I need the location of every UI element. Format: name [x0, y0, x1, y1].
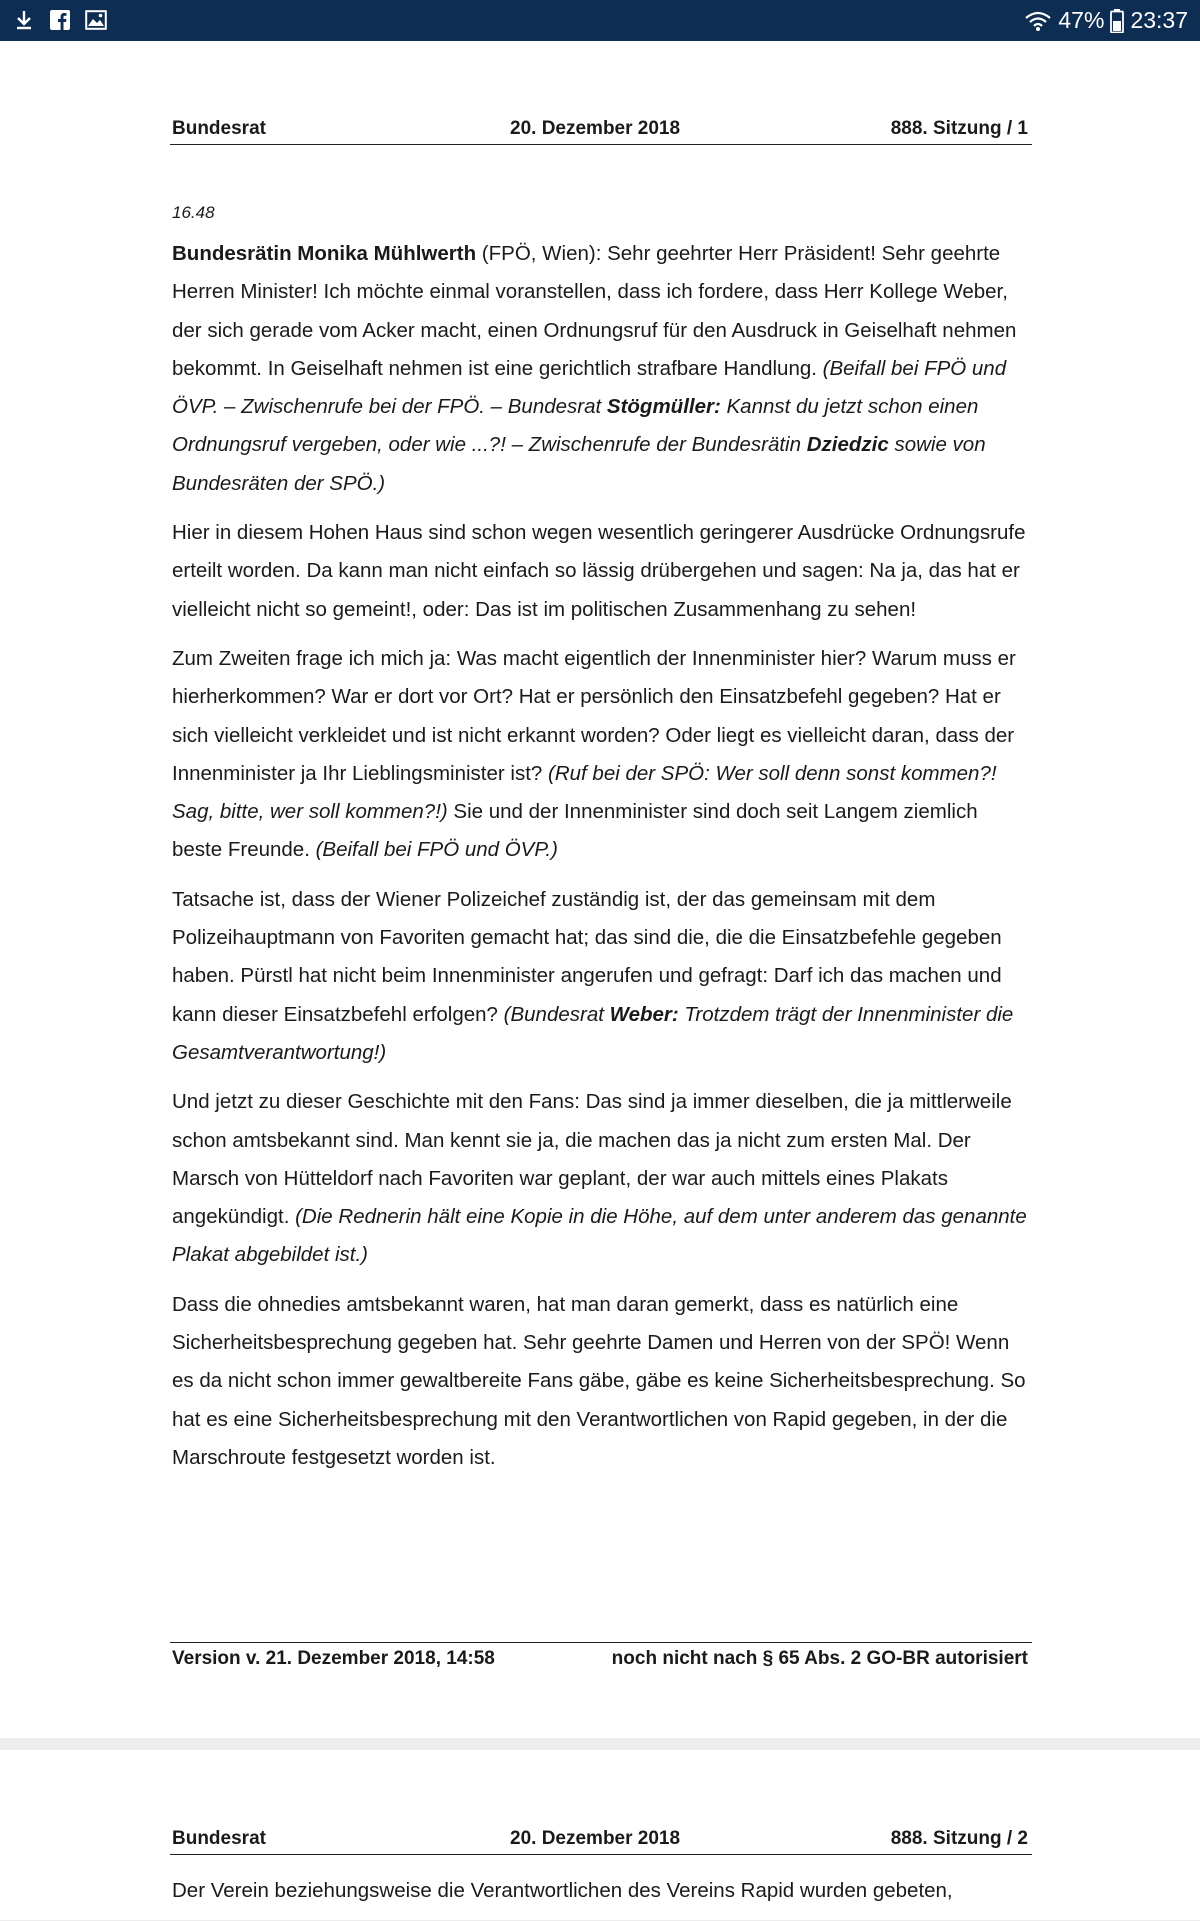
page-header [170, 1816, 1032, 1855]
paragraph-3 [172, 640, 1032, 870]
page-body [172, 1872, 1032, 1921]
interjection-text: Trotzdem trägt der Innenminister die Gesamtverantwortung!) [172, 1002, 1014, 1064]
image-icon [84, 8, 108, 32]
clock: 23:37 [1130, 7, 1188, 33]
interjection-text: (Bundesrat [503, 1002, 610, 1026]
interjection-speaker: Stögmüller: [606, 395, 721, 419]
battery-icon [1110, 9, 1124, 33]
wifi-icon [1024, 9, 1052, 33]
page-header [170, 106, 1032, 145]
interjection: (Ruf bei der SPÖ: Wer soll denn sonst kommen?! Sag, bitte, wer soll kommen?!) [172, 761, 997, 824]
page-footer [170, 1642, 1032, 1673]
interjection: (Beifall bei FPÖ und ÖVP.) [315, 838, 558, 862]
interjection-text: Kannst du jetzt schon einen Ordnungsruf vergeben, oder wie ...?! – Zwischenrufe der Bundesrätin [172, 395, 979, 457]
interjection-text: sowie von Bundesräten der SPÖ.) [172, 433, 986, 495]
footer-authorization: noch nicht nach § 65 Abs. 2 GO-BR autorisiert [611, 1648, 1028, 1669]
header-session: 888. Sitzung / 1 [890, 118, 1028, 139]
header-session: 888. Sitzung / 2 [890, 1828, 1028, 1849]
document-page-2 [0, 1750, 1200, 1920]
speech-text: Tatsache ist, dass der Wiener Polizeichef zuständig ist, der das gemeinsam mit dem Polizeihauptmann von Favoriten gemacht hat; das sind die, die die Einsatzbefehle gegeben haben. Pürstl hat nicht beim Innenminister angerufen und gefragt: Darf ich das machen und kann dieser Einsatzbefehl erfolgen? [172, 887, 1002, 1026]
header-date: 20. Dezember 2018 [510, 1828, 681, 1849]
download-icon [12, 8, 36, 32]
system-indicators [1024, 7, 1188, 34]
paragraph-4 [172, 881, 1032, 1072]
paragraph-1 [172, 235, 1032, 503]
speech-text: Und jetzt zu dieser Geschichte mit den Fans: Das sind ja immer dieselben, die ja mittlerweile schon amtsbekannt sind. Man kennt sie ja, die machen das ja nicht zum ersten Mal. Der Marsch von Hütteldorf nach Favoriten war geplant, der war auch mittels eines Plakats angekündigt. [172, 1090, 1012, 1229]
header-institution: Bundesrat [172, 118, 266, 139]
document-page-1 [0, 41, 1200, 1738]
facebook-icon [48, 8, 72, 32]
stage-direction: (Die Rednerin hält eine Kopie in die Höhe, auf dem unter anderem das genannte Plakat abgebildet ist.) [172, 1205, 1027, 1267]
speaker-name: Bundesrätin Monika Mühlwerth [172, 242, 477, 265]
paragraph-2: Hier in diesem Hohen Haus sind schon wegen wesentlich geringerer Ausdrücke Ordnungsrufe erteilt worden. Da kann man nicht einfach so lässig drübergehen und sagen: Na ja, das hat er vielleicht nicht so gemeint!, oder: Das ist im politischen Zusammenhang zu sehen! [172, 521, 1026, 621]
header-date: 20. Dezember 2018 [510, 118, 681, 139]
speech-text: (FPÖ, Wien): Sehr geehrter Herr Präsident! Sehr geehrte Herren Minister! Ich möchte einmal voranstellen, dass ich fordere, dass Herr Kollege Weber, der sich gerade vom Acker macht, einen Ordnungsruf für den Ausdruck in Geiselhaft nehmen bekommt. In Geiselhaft nehmen ist eine gerichtlich strafbare Handlung. [172, 242, 1017, 380]
interjection-speaker: Dziedzic [806, 433, 889, 457]
timestamp: 16.48 [172, 203, 215, 222]
paragraph-5 [172, 1083, 1032, 1274]
battery-percent: 47% [1058, 7, 1105, 33]
footer-version: Version v. 21. Dezember 2018, 14:58 [172, 1648, 495, 1669]
paragraph-6: Dass die ohnedies amtsbekannt waren, hat man daran gemerkt, dass es natürlich eine Sicherheitsbesprechung gegeben hat. Sehr geehrte Damen und Herren von der SPÖ! Wenn es da nicht schon immer gewaltbereite Fans gäbe, gäbe es keine Sicherheitsbesprechung. So hat es eine Sicherheitsbesprechung mit den Verantwortlichen von Rapid gegeben, in der die Marschroute festgesetzt worden ist. [172, 1292, 1026, 1469]
page-body [172, 201, 1032, 1488]
notification-icons [12, 8, 108, 32]
interjection-speaker: Weber: [609, 1002, 679, 1026]
header-institution: Bundesrat [172, 1828, 266, 1849]
interjection-text: (Beifall bei FPÖ und ÖVP. – Zwischenrufe bei der FPÖ. – Bundesrat [172, 356, 1007, 419]
status-bar [0, 0, 1200, 41]
speech-text: Zum Zweiten frage ich mich ja: Was macht eigentlich der Innenminister hier? Warum muss er hierherkommen? War er dort vor Ort? Hat er persönlich den Einsatzbefehl gegeben? Hat er sich vielleicht verkleidet und ist nicht erkannt worden? Oder liegt es vielleicht daran, dass der Innenminister ja Ihr Lieblingsminister ist? [172, 646, 1016, 785]
speech-text: Sie und der Innenminister sind doch seit Langem ziemlich beste Freunde. [172, 800, 978, 862]
paragraph-1: Der Verein beziehungsweise die Verantwortlichen des Vereins Rapid wurden gebeten, [172, 1879, 953, 1902]
